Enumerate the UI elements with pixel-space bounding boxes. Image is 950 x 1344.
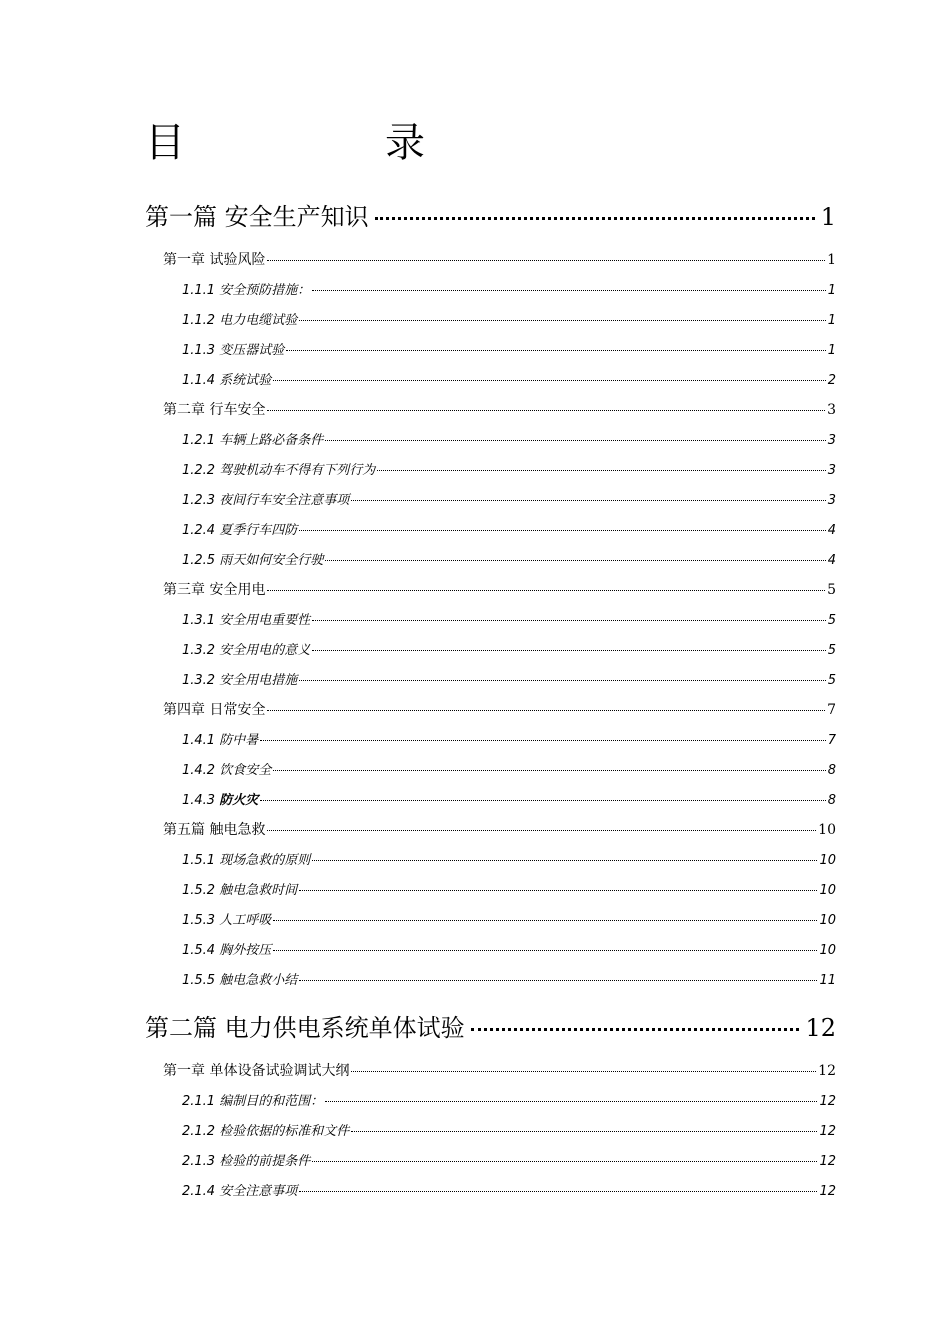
section-title: 检验的前提条件 <box>219 1154 311 1169</box>
section-title: 安全注意事项 <box>219 1184 298 1199</box>
toc-section-entry[interactable] <box>182 309 836 328</box>
section-number: 1.2.3 <box>182 493 216 508</box>
toc-section-entry[interactable] <box>182 1090 836 1109</box>
toc-title: 目 录 <box>145 120 505 166</box>
toc-section-entry[interactable] <box>182 789 836 808</box>
toc-section-entry[interactable] <box>182 969 836 988</box>
toc-section-entry-label <box>182 639 310 658</box>
toc-section-entry-page-number: 10 <box>819 853 836 868</box>
toc-section-entry[interactable] <box>182 429 836 448</box>
toc-section-entry-page-number: 3 <box>827 463 836 478</box>
toc-section-entry[interactable] <box>182 369 836 388</box>
toc-section-entry-label <box>182 429 323 448</box>
dot-leader <box>267 590 825 591</box>
toc-chapter-entry-label: 第三章 安全用电 <box>163 582 266 598</box>
dot-leader <box>267 260 825 261</box>
section-number: 1.2.2 <box>182 463 216 478</box>
toc-section-entry-label <box>182 609 310 628</box>
toc-section-entry[interactable] <box>182 339 836 358</box>
toc-section-entry-label <box>182 309 297 328</box>
toc-part-entry[interactable] <box>145 197 836 232</box>
section-number: 1.2.4 <box>182 523 216 538</box>
section-title: 触电急救小结 <box>219 973 298 988</box>
dot-leader <box>273 770 825 771</box>
dot-leader <box>325 440 825 441</box>
toc-chapter-entry-page-number: 5 <box>827 582 836 598</box>
toc-section-entry-label <box>182 489 349 508</box>
section-title: 安全预防措施： <box>219 283 311 298</box>
section-title: 变压器试验 <box>219 343 285 358</box>
toc-part-entry-label: 第一篇 安全生产知识 <box>145 203 369 231</box>
toc-section-entry-label <box>182 969 297 988</box>
section-title: 现场急救的原则 <box>219 853 311 868</box>
section-title: 电力电缆试验 <box>219 313 298 328</box>
toc-section-entry-label <box>182 669 297 688</box>
toc-chapter-entry-page-number: 1 <box>827 252 836 268</box>
dot-leader <box>325 1101 817 1102</box>
toc-section-entry[interactable] <box>182 1150 836 1169</box>
toc-section-entry-page-number: 4 <box>827 553 836 568</box>
section-number: 1.5.3 <box>182 913 216 928</box>
dot-leader <box>375 217 815 220</box>
toc-chapter-entry-page-number: 3 <box>827 402 836 418</box>
section-title: 安全用电措施 <box>219 673 298 688</box>
toc-section-entry-page-number: 2 <box>827 373 836 388</box>
dot-leader <box>267 830 816 831</box>
toc-section-entry-page-number: 12 <box>819 1154 836 1169</box>
toc-section-entry[interactable] <box>182 549 836 568</box>
toc-section-entry-label <box>182 939 271 958</box>
section-title: 夜间行车安全注意事项 <box>219 493 350 508</box>
toc-section-entry-label <box>182 759 271 778</box>
dot-leader <box>351 1131 817 1132</box>
toc-section-entry-page-number: 11 <box>819 973 836 988</box>
dot-leader <box>312 290 825 291</box>
section-number: 1.5.5 <box>182 973 216 988</box>
toc-section-entry-label <box>182 549 323 568</box>
toc-chapter-entry-page-number: 7 <box>827 702 836 718</box>
toc-section-entry[interactable] <box>182 939 836 958</box>
toc-section-entry[interactable] <box>182 279 836 298</box>
toc-chapter-entry[interactable] <box>163 1060 836 1080</box>
section-number: 1.5.1 <box>182 853 216 868</box>
toc-section-entry[interactable] <box>182 759 836 778</box>
section-number: 1.4.2 <box>182 763 216 778</box>
toc-section-entry[interactable] <box>182 669 836 688</box>
section-number: 1.5.2 <box>182 883 216 898</box>
toc-section-entry-label <box>182 1150 310 1169</box>
toc-section-entry-label <box>182 909 271 928</box>
toc-section-entry-label <box>182 459 375 478</box>
section-number: 1.1.3 <box>182 343 216 358</box>
toc-section-entry-label <box>182 1120 349 1139</box>
toc-section-entry-page-number: 12 <box>819 1124 836 1139</box>
section-number: 2.1.1 <box>182 1094 216 1109</box>
toc-chapter-entry[interactable] <box>163 249 836 269</box>
dot-leader <box>351 500 825 501</box>
section-number: 1.5.4 <box>182 943 216 958</box>
toc-section-entry-label <box>182 849 310 868</box>
dot-leader <box>312 860 817 861</box>
toc-section-entry-page-number: 1 <box>827 283 836 298</box>
toc-section-entry[interactable] <box>182 729 836 748</box>
toc-section-entry[interactable] <box>182 489 836 508</box>
toc-section-entry-label <box>182 789 258 808</box>
section-number: 1.4.1 <box>182 733 216 748</box>
section-title: 饮食安全 <box>219 763 272 778</box>
dot-leader <box>273 380 825 381</box>
section-title: 防火灾 <box>219 793 259 808</box>
dot-leader <box>267 710 825 711</box>
section-title: 检验依据的标准和文件 <box>219 1124 350 1139</box>
toc-section-entry-page-number: 10 <box>819 913 836 928</box>
toc-section-entry-label <box>182 1090 323 1109</box>
dot-leader <box>299 530 825 531</box>
toc-chapter-entry-label: 第一章 试验风险 <box>163 252 266 268</box>
toc-section-entry[interactable] <box>182 639 836 658</box>
section-number: 1.3.2 <box>182 673 216 688</box>
section-number: 1.2.5 <box>182 553 216 568</box>
section-title: 防中暑 <box>219 733 259 748</box>
toc-chapter-entry-label: 第四章 日常安全 <box>163 702 266 718</box>
toc-section-entry-page-number: 5 <box>827 673 836 688</box>
dot-leader <box>325 560 825 561</box>
toc-section-entry-page-number: 4 <box>827 523 836 538</box>
section-title: 编制目的和范围： <box>219 1094 324 1109</box>
toc-part-entry-label: 第二篇 电力供电系统单体试验 <box>145 1014 465 1042</box>
dot-leader <box>260 800 825 801</box>
dot-leader <box>377 470 825 471</box>
section-number: 1.2.1 <box>182 433 216 448</box>
section-number: 1.4.3 <box>182 793 216 808</box>
toc-section-entry-page-number: 5 <box>827 613 836 628</box>
dot-leader <box>299 890 817 891</box>
dot-leader <box>312 620 825 621</box>
toc-section-entry-label <box>182 279 310 298</box>
toc-section-entry[interactable] <box>182 849 836 868</box>
section-title: 安全用电的意义 <box>219 643 311 658</box>
toc-section-entry-page-number: 1 <box>827 343 836 358</box>
section-number: 1.1.1 <box>182 283 216 298</box>
toc-chapter-entry-page-number: 12 <box>818 1063 836 1079</box>
toc-section-entry-label <box>182 729 258 748</box>
dot-leader <box>312 1161 817 1162</box>
toc-section-entry-label <box>182 369 271 388</box>
dot-leader <box>299 680 825 681</box>
section-title: 安全用电重要性 <box>219 613 311 628</box>
toc-section-entry-page-number: 10 <box>819 883 836 898</box>
toc-chapter-entry[interactable] <box>163 579 836 599</box>
dot-leader <box>351 1071 816 1072</box>
section-number: 1.3.2 <box>182 643 216 658</box>
toc-section-entry-label <box>182 339 284 358</box>
dot-leader <box>273 950 817 951</box>
dot-leader <box>260 740 825 741</box>
toc-section-entry-page-number: 8 <box>827 793 836 808</box>
toc-section-entry-page-number: 8 <box>827 763 836 778</box>
toc-section-entry-page-number: 3 <box>827 433 836 448</box>
toc-section-entry[interactable] <box>182 879 836 898</box>
toc-section-entry-page-number: 12 <box>819 1094 836 1109</box>
toc-section-entry-label <box>182 879 297 898</box>
dot-leader <box>299 980 817 981</box>
toc-part-entry-page-number: 12 <box>805 1014 836 1042</box>
dot-leader <box>286 350 825 351</box>
section-number: 2.1.4 <box>182 1184 216 1199</box>
toc-section-entry[interactable] <box>182 609 836 628</box>
section-title: 夏季行车四防 <box>219 523 298 538</box>
toc-part-entry-page-number: 1 <box>820 203 836 231</box>
toc-section-entry-page-number: 5 <box>827 643 836 658</box>
section-title: 胸外按压 <box>219 943 272 958</box>
toc-part-entry[interactable] <box>145 1008 836 1043</box>
section-number: 2.1.2 <box>182 1124 216 1139</box>
dot-leader <box>267 410 825 411</box>
toc-chapter-entry[interactable] <box>163 699 836 719</box>
toc-chapter-entry[interactable] <box>163 399 836 419</box>
toc-chapter-entry-page-number: 10 <box>818 822 836 838</box>
section-title: 人工呼吸 <box>219 913 272 928</box>
dot-leader <box>299 1191 817 1192</box>
section-title: 触电急救时间 <box>219 883 298 898</box>
toc-section-entry-label <box>182 519 297 538</box>
dot-leader <box>312 650 825 651</box>
section-number: 1.1.4 <box>182 373 216 388</box>
toc-section-entry[interactable] <box>182 1180 836 1199</box>
toc-chapter-entry[interactable] <box>163 819 836 839</box>
toc-section-entry[interactable] <box>182 1120 836 1139</box>
toc-chapter-entry-label: 第一章 单体设备试验调试大纲 <box>163 1063 350 1079</box>
section-number: 2.1.3 <box>182 1154 216 1169</box>
dot-leader <box>299 320 825 321</box>
toc-section-entry[interactable] <box>182 459 836 478</box>
toc-section-entry-page-number: 1 <box>827 313 836 328</box>
toc-section-entry-page-number: 3 <box>827 493 836 508</box>
section-title: 系统试验 <box>219 373 272 388</box>
dot-leader <box>273 920 817 921</box>
section-title: 雨天如何安全行驶 <box>219 553 324 568</box>
toc-section-entry-page-number: 12 <box>819 1184 836 1199</box>
toc-section-entry[interactable] <box>182 909 836 928</box>
section-title: 车辆上路必备条件 <box>219 433 324 448</box>
toc-section-entry-label <box>182 1180 297 1199</box>
toc-section-entry-page-number: 10 <box>819 943 836 958</box>
toc-chapter-entry-label: 第五篇 触电急救 <box>163 822 266 838</box>
section-number: 1.1.2 <box>182 313 216 328</box>
toc-section-entry-page-number: 7 <box>827 733 836 748</box>
toc-chapter-entry-label: 第二章 行车安全 <box>163 402 266 418</box>
section-number: 1.3.1 <box>182 613 216 628</box>
toc-section-entry[interactable] <box>182 519 836 538</box>
dot-leader <box>471 1028 800 1031</box>
section-title: 驾驶机动车不得有下列行为 <box>219 463 376 478</box>
